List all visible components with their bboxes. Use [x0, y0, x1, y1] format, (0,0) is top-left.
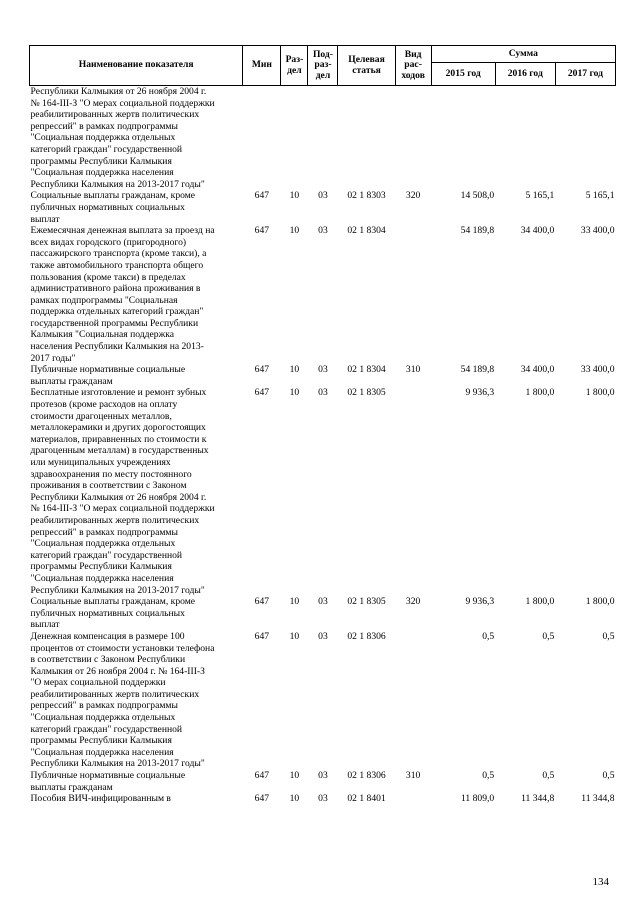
row-min: 647: [254, 770, 270, 782]
row-sum-2016: 34 400,0: [520, 364, 555, 376]
row-sum-2015: 9 936,3: [465, 596, 495, 608]
row-vid: 310: [405, 364, 421, 376]
row-name: Социальные выплаты гражданам, кроме публичных нормативных социальных выплат: [30, 596, 196, 631]
header-vid: Вид рас- ходов: [395, 46, 431, 86]
row-target: 02 1 8305: [347, 596, 386, 608]
row-min: 647: [254, 190, 270, 202]
row-podrazdel: 03: [318, 793, 328, 805]
table-row: [30, 596, 616, 631]
row-sum-2016: 0,5: [542, 630, 555, 642]
header-razdel: Раз- дел: [281, 46, 308, 86]
row-sum-2016: 1 800,0: [525, 596, 555, 608]
page-number: 134: [592, 876, 609, 888]
row-target: 02 1 8305: [347, 387, 386, 399]
row-vid: [395, 631, 431, 770]
row-sum-2017: 33 400,0: [580, 364, 615, 376]
row-podrazdel: 03: [318, 387, 328, 399]
row-razdel: 10: [289, 770, 300, 782]
table-row: [30, 770, 616, 793]
header-min: Мин: [243, 46, 281, 86]
row-sum-2016: 0,5: [542, 770, 555, 782]
row-target: [338, 86, 395, 191]
row-vid: 310: [405, 770, 421, 782]
row-sum-2015: 0,5: [482, 770, 495, 782]
row-sum-2016: 5 165,1: [525, 190, 555, 202]
row-min: [243, 86, 281, 191]
row-razdel: [281, 86, 308, 191]
header-year-2015: 2015 год: [431, 63, 495, 86]
row-vid: [395, 387, 431, 596]
row-vid: [395, 225, 431, 364]
table-row: [30, 793, 616, 805]
row-name: Социальные выплаты гражданам, кроме публичных нормативных социальных выплат: [30, 190, 196, 225]
row-podrazdel: 03: [318, 596, 328, 608]
row-sum-2016: [495, 86, 555, 191]
row-podrazdel: 03: [318, 225, 328, 237]
row-sum-2015: [431, 86, 495, 191]
row-sum-2017: 0,5: [602, 630, 615, 642]
row-razdel: 10: [289, 364, 300, 376]
table-header: [30, 46, 616, 86]
row-sum-2016: 1 800,0: [525, 387, 555, 399]
row-sum-2017: [555, 86, 615, 191]
row-sum-2015: 54 189,8: [460, 364, 495, 376]
row-sum-2017: 11 344,8: [581, 793, 615, 805]
header-podrazdel: Под- раз- дел: [308, 46, 338, 86]
row-sum-2017: 1 800,0: [585, 387, 615, 399]
row-podrazdel: 03: [318, 364, 328, 376]
row-sum-2016: 11 344,8: [521, 793, 555, 805]
table-row: [30, 190, 616, 225]
table-row: [30, 225, 616, 364]
header-target: Целевая статья: [338, 46, 395, 86]
row-sum-2015: 14 508,0: [460, 190, 495, 202]
row-min: 647: [254, 387, 270, 399]
row-vid: [395, 86, 431, 191]
row-podrazdel: 03: [318, 190, 328, 202]
row-vid: 320: [405, 190, 421, 202]
row-sum-2017: 33 400,0: [580, 225, 615, 237]
row-name: Публичные нормативные социальные выплаты гражданам: [30, 364, 186, 387]
row-podrazdel: 03: [318, 770, 328, 782]
row-target: 02 1 8306: [347, 770, 386, 782]
row-sum-2015: 54 189,8: [460, 225, 495, 237]
table-row: [30, 631, 616, 770]
header-name: Наименование показателя: [30, 46, 243, 86]
row-sum-2015: 0,5: [482, 630, 495, 642]
row-podrazdel: [308, 86, 338, 191]
row-target: 02 1 8303: [347, 190, 386, 202]
row-sum-2015: 11 809,0: [460, 793, 495, 805]
row-razdel: 10: [289, 596, 300, 608]
row-min: 647: [254, 630, 270, 642]
row-min: 647: [254, 596, 270, 608]
row-sum-2016: 34 400,0: [520, 225, 555, 237]
row-sum-2015: 9 936,3: [465, 387, 495, 399]
row-vid: 320: [405, 596, 421, 608]
row-sum-2017: 0,5: [602, 770, 615, 782]
row-name: Бесплатные изготовление и ремонт зубных протезов (кроме расходов на оплату стоимости драгоценных металлов, металлокерамики и других дорогостоящих материалов, приравненных по стоимости к драгоценным металлам) в государственных или муниципальных учреждениях здравоохранения по месту постоянного проживания в соответствии с Законом Республики Калмыкия от 26 ноября 2004 г. № 164-III-З "О мерах социальной поддержки реабилитированных жертв политических репрессий" в рамках подпрограммы "Социальная поддержка отдельных категорий граждан" государственной программы Республики Калмыкия "Социальная поддержка населения Республики Калмыкия на 2013-2017 годы": [30, 387, 215, 596]
row-sum-2017: 1 800,0: [585, 596, 615, 608]
row-target: 02 1 8304: [347, 225, 386, 237]
row-name: Денежная компенсация в размере 100 процентов от стоимости установки телефона в соответствии с Законом Республики Калмыкия от 26 ноября 2004 г. № 164-III-З "О мерах социальной поддержки реабилитированных жертв политических репрессий" в рамках подпрограммы "Социальная поддержка отдельных категорий граждан" государственной программы Республики Калмыкия "Социальная поддержка населения Республики Калмыкия на 2013-2017 годы": [30, 630, 215, 770]
row-vid: [395, 793, 431, 805]
row-target: 02 1 8401: [347, 793, 386, 805]
header-sum: Сумма: [431, 46, 615, 63]
row-name: Публичные нормативные социальные выплаты гражданам: [30, 770, 186, 793]
table-row: [30, 387, 616, 596]
row-target: 02 1 8306: [347, 630, 386, 642]
row-name: Пособия ВИЧ-инфицированным в: [30, 793, 171, 805]
row-razdel: 10: [289, 387, 300, 399]
row-min: 647: [254, 793, 270, 805]
row-min: 647: [254, 364, 270, 376]
row-razdel: 10: [289, 630, 300, 642]
row-name: Ежемесячная денежная выплата за проезд на всех видах городского (пригородного) пассажирского транспорта (кроме такси), а также автомобильного транспорта общего пользования (кроме такси) в пределах административного района проживания в рамках подпрограммы "Социальная поддержка отдельных категорий граждан" государственной программы Республики Калмыкия "Социальная поддержка населения Республики Калмыкия на 2013- 2017 годы": [30, 225, 215, 364]
table-row: [30, 86, 616, 191]
row-name: Республики Калмыкия от 26 ноября 2004 г. № 164-III-З "О мерах социальной поддержки реабилитированных жертв политических репрессий" в рамках подпрограммы "Социальная поддержка отдельных категорий граждан" государственной программы Республики Калмыкия "Социальная поддержка населения Республики Калмыкия на 2013-2017 годы": [30, 86, 215, 190]
row-target: 02 1 8304: [347, 364, 386, 376]
header-year-2016: 2016 год: [495, 63, 555, 86]
row-razdel: 10: [289, 225, 300, 237]
row-razdel: 10: [289, 190, 300, 202]
budget-table: [29, 45, 616, 805]
table-body: [30, 86, 616, 805]
row-min: 647: [254, 225, 270, 237]
row-razdel: 10: [289, 793, 300, 805]
table-row: [30, 364, 616, 387]
header-year-2017: 2017 год: [555, 63, 615, 86]
row-sum-2017: 5 165,1: [585, 190, 615, 202]
row-podrazdel: 03: [318, 630, 328, 642]
